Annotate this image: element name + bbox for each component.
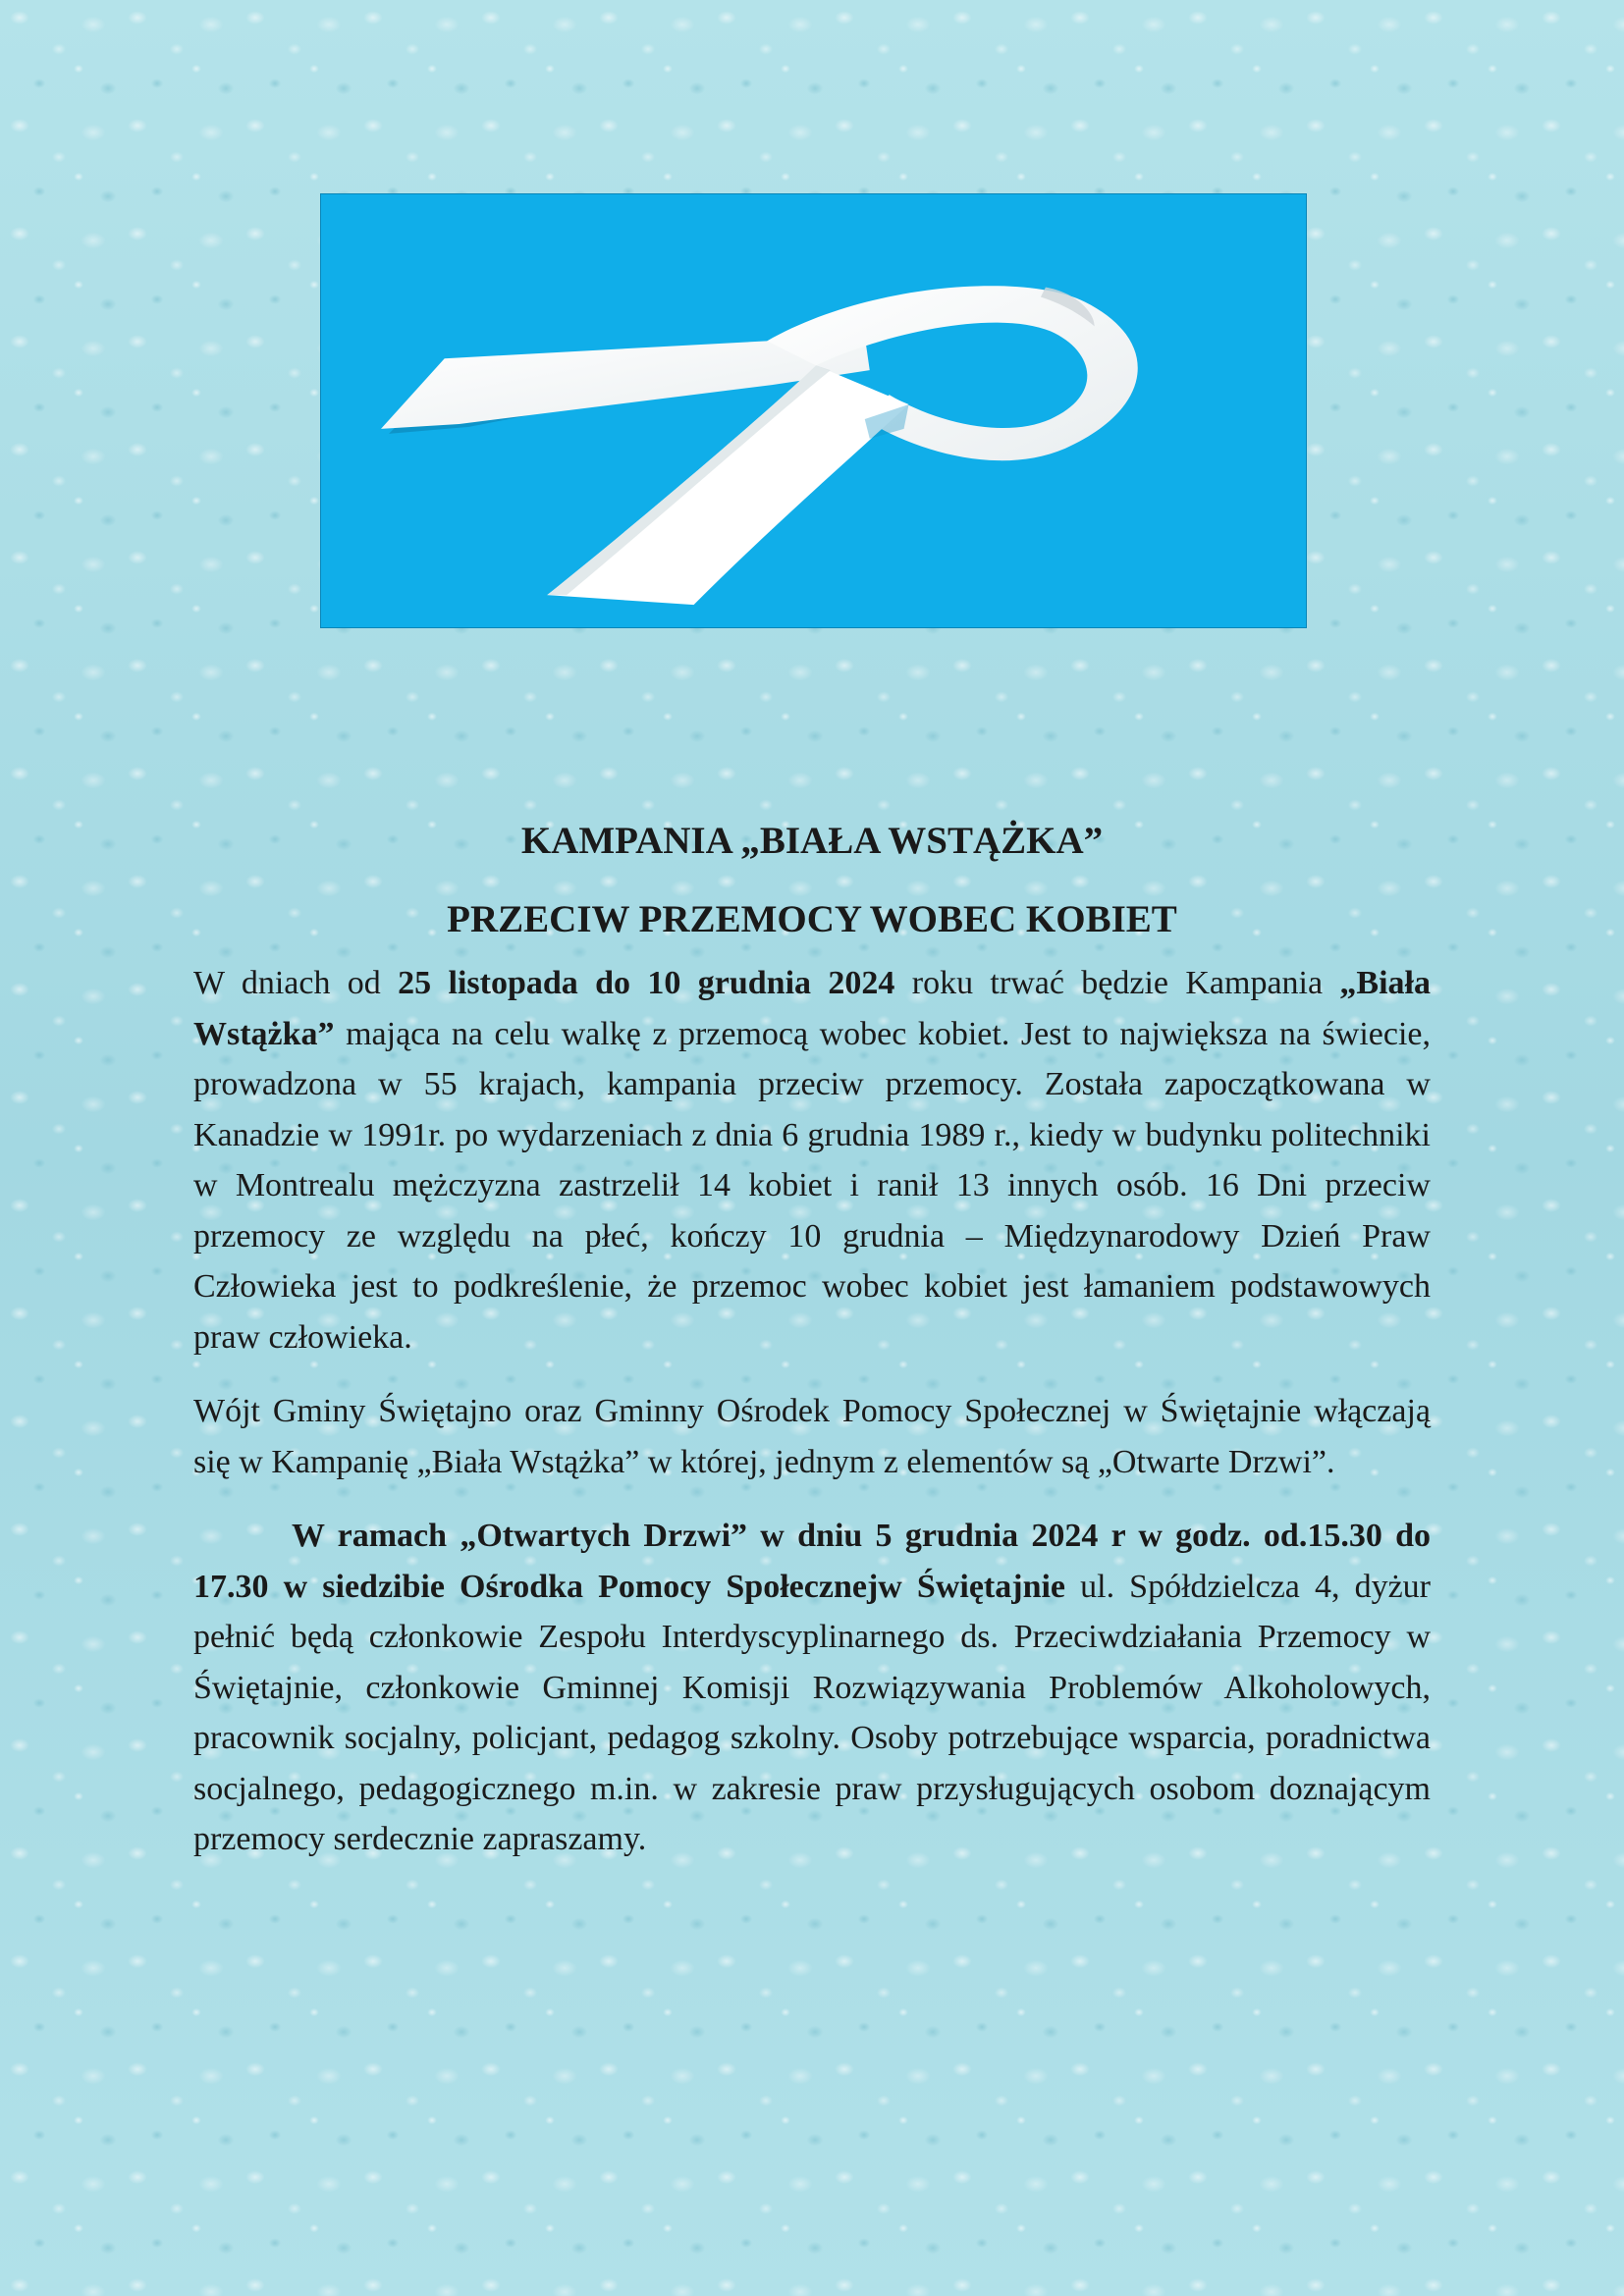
campaign-name: „Biała Wstążka” [193,965,1431,1052]
paragraph-text: roku trwać będzie Kampania [894,965,1340,1001]
campaign-dates: 25 listopada do 10 grudnia 2024 [398,965,895,1001]
paragraph-text: ul. Spółdzielcza 4, dyżur pełnić będą członkowie Zespołu Interdyscyplinarnego ds. Przeciwdziałania Przemocy w Świętajnie, członkowie Gminnej Komisji Rozwiązywania Problemów Alkoholowych, pracownik socjalny, policjant, pedagog szkolny. Osoby potrzebujące wsparcia, poradnictwa socjalnego, pedagogicznego m.in. w zakresie praw przysługujących osobom doznającym przemocy serdecznie zapraszamy. [193,1568,1432,1857]
paragraph-campaign-info [193,958,1431,1362]
paragraph-participation: Wójt Gminy Świętajno oraz Gminny Ośrodek Pomocy Społecznej w Świętajnie włączają się w Kampanię „Biała Wstążka” w której, jednym z elementów są „Otwarte Drzwi”. [193,1393,1431,1480]
article [193,817,1431,1889]
page-title: KAMPANIA „BIAŁA WSTĄŻKA” [520,820,1104,862]
paragraph-text: W dniach od [193,965,399,1001]
white-ribbon-banner [320,193,1307,628]
paragraph-open-doors [193,1511,1431,1865]
paragraph-text: mająca na celu walkę z przemocą wobec kobiet. Jest to największa na świecie, prowadzona w 55 krajach, kampania przeciw przemocy. Została zapoczątkowana w Kanadzie w 1991r. po wydarzeniach z dnia 6 grudnia 1989 r., kiedy w budynku politechniki w Montrealu mężczyzna zastrzelił 14 kobiet i ranił 13 innych osób. 16 Dni przeciw przemocy ze względu na płeć, kończy 10 grudnia – Międzynarodowy Dzień Praw Człowieka jest to podkreślenie, że przemoc wobec kobiet jest łamaniem podstawowych praw człowieka. [193,1015,1431,1356]
page-subtitle: PRZECIW PRZEMOCY WOBEC KOBIET [447,898,1177,940]
white-ribbon-icon [321,194,1306,627]
open-doors-details: W ramach „Otwartych Drzwi” w dniu 5 grudnia 2024 r w godz. od.15.30 do 17.30 w siedzibie Ośrodka Pomocy Społecznejw Świętajnie [193,1518,1431,1605]
